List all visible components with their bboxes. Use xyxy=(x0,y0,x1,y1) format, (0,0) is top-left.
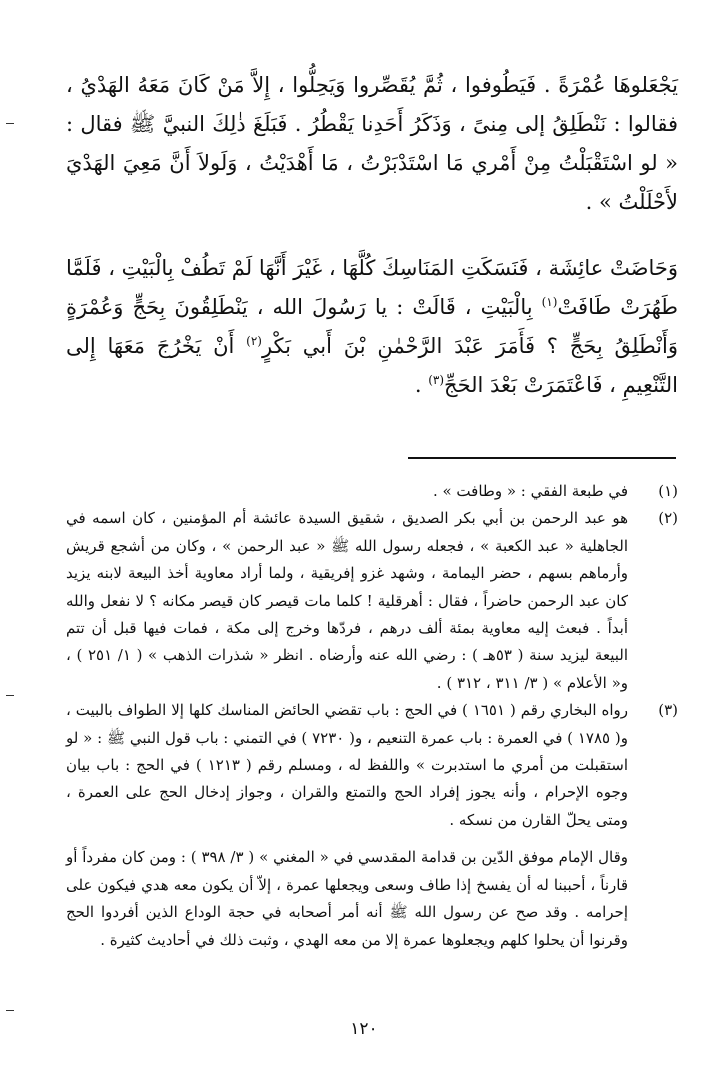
footnote-ref-1: (١) xyxy=(541,295,558,309)
footnote-body xyxy=(66,697,628,954)
main-paragraph-2-part-c: أَنْ يَخْرُجَ مَعَهَا إِلى التَّنْعِيمِ ، فَاعْتَمَرَتْ بَعْدَ الحَجِّ xyxy=(66,334,678,397)
footnote-body xyxy=(66,505,628,697)
main-paragraph-2-part-b: بِالْبَيْتِ ، قَالَتْ : يا رَسُولَ الله ، يَنْطَلِقُونَ بِحَجٍّ وَعُمْرَةٍ وَأَنْطَلِقُ بِحَجٍّ ؟ فَأَمَرَ عَبْدَ الرَّحْمٰنِ بْنَ أَبي بَكْرٍ xyxy=(66,295,678,358)
footnote-separator xyxy=(408,457,676,459)
footnote-text-continued: وقال الإمام موفق الدّين بن قدامة المقدسي في « المغني » ( ٣/ ٣٩٨ ) : ومن كان مفرداً أو قارناً ، أحببنا له أن يفسخ إذا طاف وسعى ويجعلها عمرة ، إلاّ أن يكون معه هدي فيكون على إحرامه . وقد صح عن رسول الله ﷺ أنه أمر أصحابه في حجة الوداع الذين أفردوا الحج وقرنوا أن يحلوا كلهم ويجعلوها عمرة إلا من معه الهدي ، وثبت ذلك في أحاديث كثيرة . xyxy=(66,848,628,949)
margin-mark xyxy=(6,1010,14,1011)
footnote-text: رواه البخاري رقم ( ١٦٥١ ) في الحج : باب تقضي الحائض المناسك كلها إلا الطواف بالبيت ، و( ١٧٨٥ ) في العمرة : باب عمرة التنعيم ، و( ٧٢٣٠ ) في التمني : باب قول النبي ﷺ : « لو استقبلت من أمري ما استدبرت » واللفظ له ، ومسلم رقم ( ١٢١٣ ) في الحج : باب بيان وجوه الإحرام ، وأنه يجوز إفراد الحج والتمتع والقران ، وجواز إدخال الحج على العمرة ، ومتى يحلّ القارن من نسكه . xyxy=(66,701,628,829)
footnote-text: في طبعة الفقي : « وطافت » . xyxy=(432,482,628,500)
margin-mark xyxy=(6,123,14,124)
footnote-ref-3: (٣) xyxy=(428,373,445,387)
footnote-text: هو عبد الرحمن بن أبي بكر الصديق ، شقيق السيدة عائشة أم المؤمنين ، كان اسمه في الجاهلية « عبد الكعبة » ، فجعله رسول الله ﷺ « عبد الرحمن » ، وكان من أشجع قريش وأرماهم بسهم ، حضر اليمامة ، وشهد غزو إفريقية ، ولما أراد معاوية أخذ البيعة لابنه يزيد كان عبد الرحمن حاضراً ، فقال : أهرقلية ! كلما مات قيصر كان قيصر مكانه ؟ لا نفعل والله أبداً . فبعث إليه معاوية بمئة ألف درهم ، فردّها وخرج إلى مكة ، فمات فيها قبل أن تتم البيعة ليزيد سنة ( ٥٣هـ ) : رضي الله عنه وأرضاه . انظر « شذرات الذهب » ( ١/ ٢٥١ ) ، و« الأعلام » ( ٣/ ٣١١ ، ٣١٢ ) . xyxy=(66,509,629,692)
main-paragraph-2-part-d: . xyxy=(414,373,429,397)
footnote-number: (٢) xyxy=(658,509,678,528)
footnote-number: (٣) xyxy=(658,701,678,720)
footnotes xyxy=(66,478,678,954)
main-paragraph-2-part-a: وَحَاضَتْ عائِشَة ، فَنَسَكَتِ المَنَاسِكَ كُلَّهَا ، غَيْرَ أَنَّهَا لَمْ تَطُفْ بِالْبَيْتِ ، فَلَمَّا طَهُرَتْ طَافَتْ xyxy=(66,256,678,319)
footnote-body xyxy=(66,478,628,505)
footnote-1 xyxy=(66,478,678,505)
main-paragraph-1: يَجْعَلوهَا عُمْرَةً . فَيَطُوفوا ، ثُمَّ يُقَصِّروا وَيَحِلُّوا ، إِلاَّ مَنْ كَانَ مَعَهُ الهَدْيُ ، فقالوا : نَنْطَلِقُ إلى مِنىً ، وَذَكَرُ أَحَدِنا يَقْطُرُ . فَبَلَغَ ذٰلِكَ النبيَّ ﷺ فقال : « لو اسْتَقْبَلْتُ مِنْ أَمْري مَا اسْتَدْبَرْتُ ، مَا أَهْدَيْتُ ، وَلَولاَ أَنَّ مَعِيَ الهَدْيَ لأَحْلَلْتُ » . xyxy=(66,73,678,214)
footnote-ref-2: (٢) xyxy=(246,334,262,348)
footnote-2 xyxy=(66,505,678,697)
page-number: ١٢٠ xyxy=(350,1019,378,1039)
main-text xyxy=(66,66,678,405)
footnote-number: (١) xyxy=(658,482,678,500)
main-paragraph-2 xyxy=(66,249,678,405)
margin-mark xyxy=(6,695,14,696)
footnote-3 xyxy=(66,697,678,954)
